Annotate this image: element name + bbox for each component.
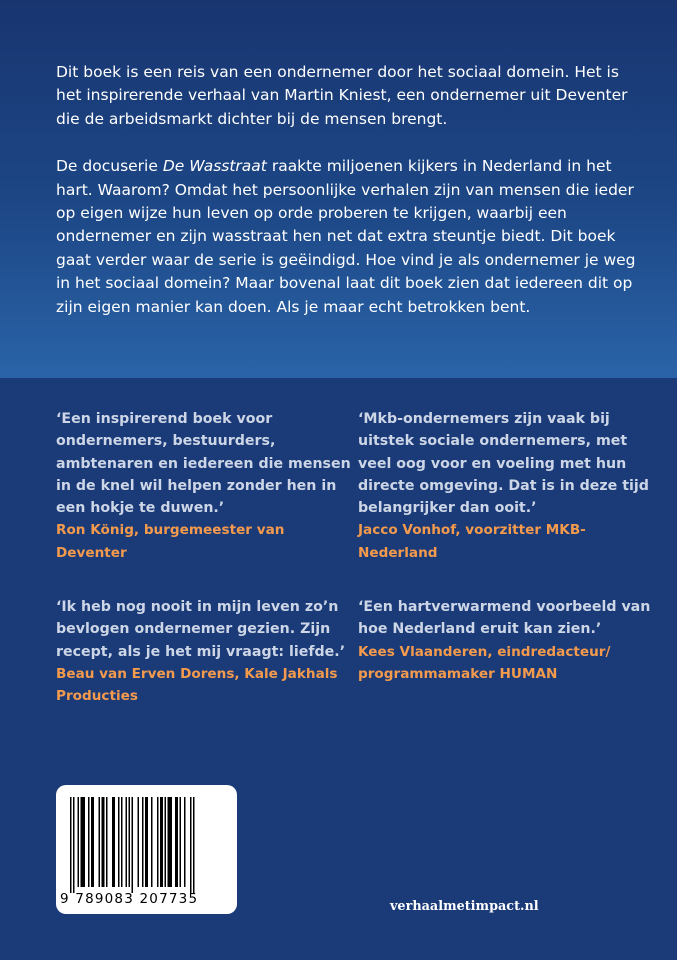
quote-ron-konig [56, 408, 356, 564]
series-title: De Wasstraat [162, 157, 267, 176]
barcode-bar [106, 797, 108, 887]
quote-text: ‘Een hartverwarmend voorbeeld van hoe Nederland eruit kan zien.’ [358, 599, 651, 638]
barcode-bar [73, 797, 75, 893]
barcode-bar [184, 797, 186, 887]
quote-text: ‘Een inspirerend boek voor ondernemers, bestuurders, ambtenaren en iedereen die mensen in de knel wil helpen zonder hen in een hokje te duwen.’ [56, 411, 351, 517]
barcode-bar [99, 797, 101, 887]
barcode-bar [102, 797, 105, 887]
barcode-bar [91, 797, 94, 887]
barcode-bar [165, 797, 167, 887]
isbn-barcode [56, 785, 237, 914]
barcode-bar [132, 797, 134, 893]
quote-beau-van-erven-dorens [56, 596, 356, 707]
barcode-bar [151, 797, 153, 887]
quote-jacco-vonhof [358, 408, 658, 564]
barcode-bar [168, 797, 173, 887]
intro-paragraph-2-end: raakte miljoenen kijkers in Nederland in het hart. Waarom? Omdat het persoonlijke verhalen zijn van mensen die ieder op eigen wijze hun leven op orde proberen te krijgen, waarbij een ondernemer en zijn wasstraat hen net dat extra steuntje biedt. Dit boek gaat verder waar de serie is geëindigd. Hoe vind je als ondernemer je weg in het sociaal domein? Maar bovenal laat dit boek zien dat iedereen dit op zijn eigen manier kan doen. Als je maar echt betrokken bent. [56, 157, 636, 316]
quote-kees-vlaanderen [358, 596, 658, 685]
barcode-bar [70, 797, 72, 893]
barcode-bar [81, 797, 86, 887]
barcode-bar [142, 797, 144, 887]
intro-paragraph-2-start: De docuserie [56, 157, 163, 176]
barcode-bar [112, 797, 115, 887]
quote-author: Beau van Erven Dorens, Kale Jakhals Producties [56, 665, 338, 705]
intro-paragraph-1: Dit boek is een reis van een ondernemer door het sociaal domein. Het is het inspirerende verhaal van Martin Kniest, een ondernemer uit Deventer die de arbeidsmarkt dichter bij de mensen brengt. [56, 63, 628, 128]
barcode-bar [126, 797, 128, 887]
isbn-number: 9 789083 207735 [60, 891, 199, 907]
barcode-bar [129, 797, 131, 887]
barcode-bar [160, 797, 163, 887]
barcode-bar [180, 797, 182, 887]
barcode-bar [78, 797, 80, 887]
intro-paragraph-2 [56, 155, 646, 319]
quote-text: ‘Mkb-ondernemers zijn vaak bij uitstek sociale ondernemers, met veel oog voor en voeling met hun directe omgeving. Dat is in deze tijd belangrijker dan ooit.’ [358, 411, 649, 517]
quote-author: Jacco Vonhof, voorzitter MKB-Nederland [358, 522, 586, 561]
barcode-bar [190, 797, 192, 893]
barcode-bar [193, 797, 195, 893]
website-url: verhaalmetimpact.nl [390, 899, 539, 914]
barcode-bar [175, 797, 178, 887]
quote-text: ‘Ik heb nog nooit in mijn leven zo’n bevlogen ondernemer gezien. Zijn recept, als je het mij vraagt: liefde.’ [56, 599, 346, 660]
barcode-bar [118, 797, 120, 887]
barcode-bar [145, 797, 148, 887]
barcode-bar [88, 797, 90, 887]
barcode-bar [138, 797, 140, 887]
barcode-bar [121, 797, 123, 887]
barcode-bars-icon [56, 785, 237, 895]
intro-text [56, 61, 646, 319]
barcode-bar [157, 797, 159, 887]
quote-author: Kees Vlaanderen, eindredacteur/ programmamaker HUMAN [358, 643, 611, 682]
quote-author: Ron König, burgemeester van Deventer [56, 522, 285, 561]
